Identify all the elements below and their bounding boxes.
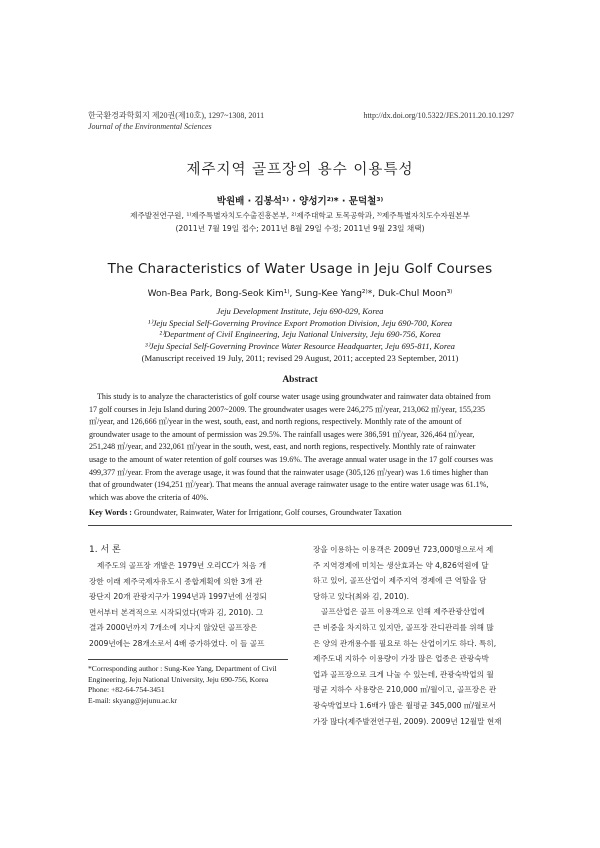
- body-line: 면서부터 본격적으로 시작되었다(박과 김, 2010). 그: [89, 607, 264, 617]
- journal-en: Journal of the Environmental Sciences: [88, 122, 212, 131]
- korean-affiliations: 제주발전연구원, ¹⁾제주특별자치도수출진흥본부, ²⁾제주대학교 토목공학과, ³⁾제주특별자치도수자원본부: [130, 211, 470, 220]
- body-line: 광숙박업보다 1.6배가 많은 월평균 345,000 ㎥/월로서: [313, 700, 497, 710]
- body-line: 2009년에는 28개소로서 4배 증가하였다. 이 들 골프: [89, 638, 265, 648]
- abstract-line: 17 golf courses in Jeju Island during 2007~2009. The groundwater usages were 246,275 ㎥/year, 213,062 ㎥/year, 155,235: [89, 404, 485, 414]
- english-authors: Won-Bea Park, Bong-Seok Kim¹⁾, Sung-Kee Yang²⁾*, Duk-Chul Moon³⁾: [147, 289, 453, 299]
- body-line: 결과 2000년까지 7개소에 지나지 않았던 골프장은: [89, 623, 258, 633]
- body-line: 제주도의 골프장 개발은 1979년 오리CC가 처음 개: [97, 561, 267, 570]
- body-line: 가장 많다(제주발전연구원, 2009). 2009년 12월말 현재: [313, 716, 502, 726]
- section-heading: 1. 서 론: [89, 545, 121, 555]
- keywords: [89, 508, 402, 517]
- abstract-line: This study is to analyze the characteristics of golf course water usage using groundwater and rainwater data obtained from: [97, 392, 491, 401]
- abstract-heading: Abstract: [282, 375, 318, 385]
- abstract-line: 251,248 ㎥/year, and 232,061 ㎥/year in the south, west, east, and north regions, respectively. Monthly rate of rainwater: [89, 442, 476, 452]
- body-line: 장한 이래 제주국제자유도시 종합계획에 의한 3개 관: [89, 576, 263, 586]
- abstract-line: groundwater usage to the amount of permission was 29.5%. The rainfall usages were 386,591 ㎥/year, 326,464 ㎥/year,: [89, 429, 475, 439]
- right-column: [313, 542, 515, 729]
- body-line: 광단지 20개 관광지구가 1994년과 1997년에 선정되: [89, 592, 267, 602]
- footnote-divider: [88, 659, 288, 660]
- keywords-divider: [88, 525, 512, 526]
- footnote: [88, 664, 298, 706]
- abstract-line: which was above the criteria of 40%.: [89, 492, 209, 502]
- journal-kr: 한국환경과학회지 제20권(제10호), 1297~1308, 2011: [88, 111, 265, 120]
- doi-link[interactable]: http://dx.doi.org/10.5322/JES.2011.20.10.1297: [363, 111, 514, 120]
- left-column: [89, 558, 294, 652]
- footnote-line: Engineering, Jeju National University, Jeju 690-756, Korea: [88, 674, 269, 684]
- keywords-label: Key Words :: [89, 508, 132, 517]
- body-line: 하고 있어, 골프산업이 제주지역 경제에 큰 역할을 담: [313, 576, 487, 586]
- body-line: 당하고 있다(최와 김, 2010).: [313, 591, 410, 601]
- body-line: 골프산업은 골프 이용객으로 인해 제주관광산업에: [321, 607, 485, 617]
- footnote-line: Phone: +82-64-754-3451: [88, 685, 165, 694]
- korean-dates: (2011년 7월 19일 접수; 2011년 8월 29일 수정; 2011년 9월 23일 채택): [175, 224, 425, 233]
- body-line: 큰 비중을 차지하고 있지만, 골프장 잔디관리를 위해 많: [313, 622, 494, 632]
- footnote-line: *Corresponding author : Sung-Kee Yang, Department of Civil: [88, 664, 277, 673]
- keywords-text: Groundwater, Rainwater, Water for Irrigationr, Golf courses, Groundwater Taxation: [131, 508, 402, 517]
- abstract-body: [89, 391, 513, 504]
- body-line: 은 양의 관개용수를 필요로 하는 산업이기도 하다. 특히,: [313, 638, 497, 648]
- affiliation-line: ³⁾Jeju Special Self-Governing Province Water Resource Headquarter, Jeju 695-811, Korea: [145, 340, 455, 351]
- body-line: 장을 이용하는 이용객은 2009년 723,000명으로서 제: [313, 545, 494, 554]
- korean-authors: 박원배 · 김봉석¹⁾ · 양성기²⁾* · 문덕철³⁾: [216, 196, 384, 207]
- english-title: The Characteristics of Water Usage in Jeju Golf Courses: [107, 261, 493, 277]
- abstract-line: 499,377 ㎥/year. From the average usage, it was found that the rainwater usage (305,126 ㎥/year) was 1.6 times higher than: [89, 467, 489, 477]
- body-line: 주 지역경제에 미치는 생산효과는 약 4,826억원에 달: [313, 560, 489, 570]
- body-line: 업과 골프장으로 크게 나눌 수 있는데, 관광숙박업의 월: [313, 669, 494, 679]
- affiliation-line: Jeju Development Institute, Jeju 690-029, Korea: [216, 306, 384, 316]
- english-affiliations: [0, 306, 600, 352]
- body-line: 평균 지하수 사용량은 210,000 ㎥/월이고, 골프장은 관: [313, 685, 497, 695]
- abstract-line: ㎥/year, and 126,666 ㎥/year in the west, south, east, and north regions, respectively. Monthly rate of the amount of: [89, 417, 462, 427]
- footnote-line: E-mail: skyang@jejunu.ac.kr: [88, 695, 178, 705]
- journal-info: [88, 110, 264, 132]
- english-dates: (Manuscript received 19 July, 2011; revised 29 August, 2011; accepted 23 September, 2011): [141, 353, 459, 363]
- abstract-line: that of groundwater (194,251 ㎥/year). That means the annual average rainwater usage to the entire water usage was 61.1%,: [89, 480, 489, 490]
- korean-title: 제주지역 골프장의 용수 이용특성: [186, 162, 414, 178]
- body-line: 제주도내 지하수 이용량이 가장 많은 업종은 관광숙박: [313, 654, 489, 664]
- affiliation-line: ¹⁾Jeju Special Self-Governing Province Export Promotion Division, Jeju 690-700, Korea: [147, 317, 453, 328]
- affiliation-line: ²⁾Department of Civil Engineering, Jeju National University, Jeju 690-756, Korea: [159, 329, 441, 339]
- abstract-line: usage to the amount of water retention of golf courses was 19.6%. The average annual water usage in the 17 golf courses was: [89, 454, 493, 464]
